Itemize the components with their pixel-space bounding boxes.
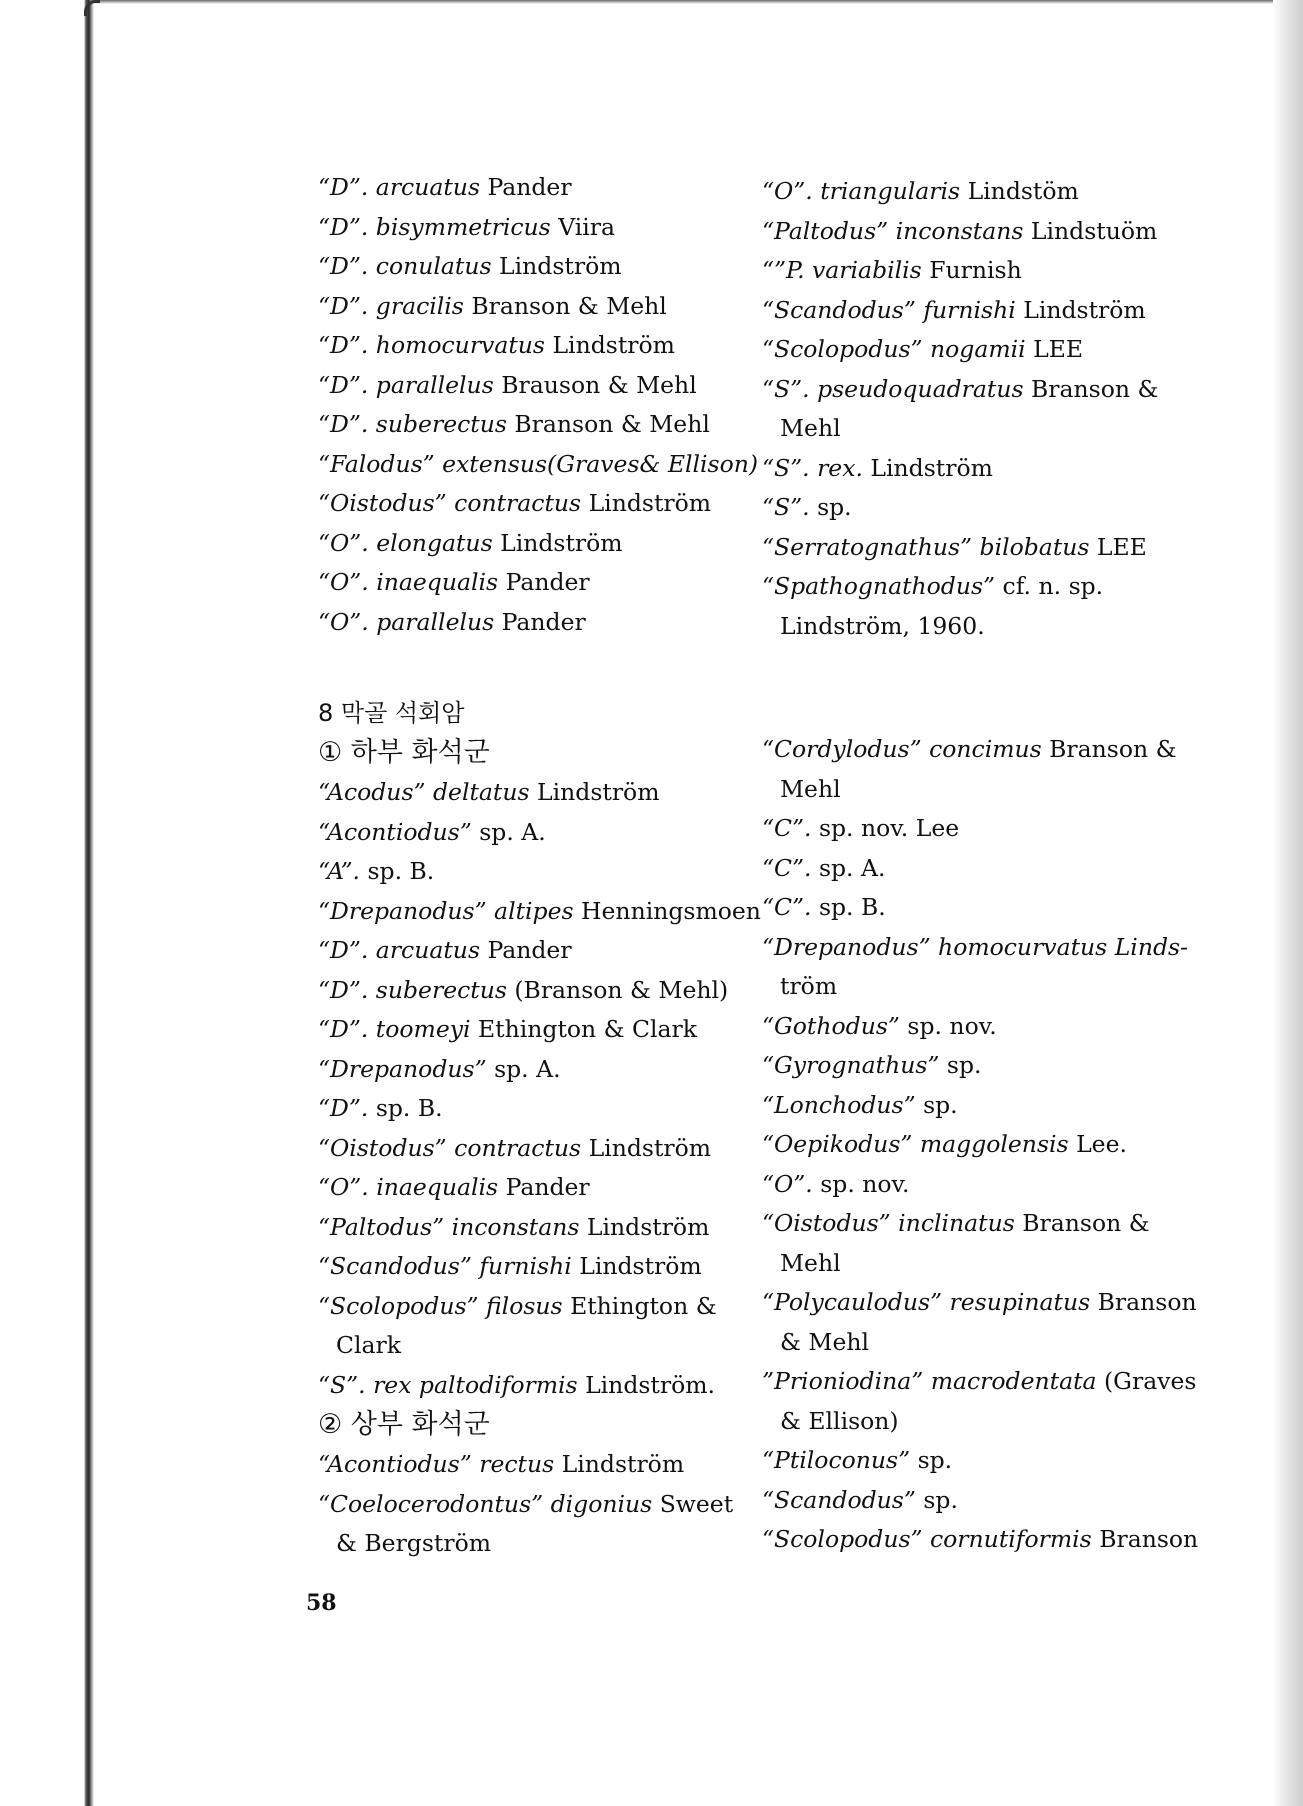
species-entry: “”P. variabilis Furnish [762,256,1022,284]
species-entry: “Oistodus” contractus Lindström [318,489,712,517]
block2-right-column [762,730,1199,1560]
species-entry: “Scandodus” sp. [762,1485,958,1514]
page-right-shadow [1273,0,1303,1806]
species-entry: “Polycaulodus” resupinatus Branson [762,1288,1197,1316]
species-entry: “Drepanodus” homocurvatus Linds- [762,932,1188,961]
page-top-edge [90,0,1303,4]
species-entry: “D”. toomeyi Ethington & Clark [318,1015,698,1043]
species-entry: “D”. homocurvatus Lindström [318,331,675,359]
species-entry: & Ellison) [780,1406,899,1435]
block1-right-column [762,172,1162,646]
species-entry: tröm [780,972,838,1000]
species-entry: “Drepanodus” altipes Henningsmoen [318,896,761,925]
species-entry: “O”. sp. nov. [762,1169,910,1198]
species-entry: “D”. bisymmetricus Viira [318,212,616,241]
species-entry: “Oistodus” inclinatus Branson & [762,1209,1150,1237]
species-entry: Clark [336,1331,401,1359]
species-entry: “D”. gracilis Branson & Mehl [318,291,667,320]
species-entry: “Drepanodus” sp. A. [318,1054,561,1083]
species-entry: “O”. triangularis Lindstöm [762,177,1079,205]
species-entry: “S”. rex paltodiformis Lindström. [318,1370,716,1399]
species-entry: “Spathognathodus” cf. n. sp. [762,572,1104,600]
species-list [318,168,759,642]
species-entry: “D”. arcuatus Pander [318,173,572,201]
species-entry: & Mehl [780,1327,870,1356]
species-entry: “Acodus” deltatus Lindström [318,778,660,806]
species-entry: “D”. conulatus Lindström [318,252,622,280]
species-entry: “D”. sp. B. [318,1094,443,1122]
species-list [762,730,1199,1560]
species-entry: & Bergström [336,1529,492,1557]
species-entry: “C”. sp. A. [762,853,886,882]
species-list [318,1445,738,1564]
species-entry: Mehl [780,774,841,803]
species-entry: “A”. sp. B. [318,857,435,885]
species-entry: Mehl [780,414,841,442]
page-number: 58 [306,1590,337,1616]
species-entry: “Falodus” extensus(Graves& Ellison) [318,449,759,478]
species-entry: Mehl [780,1248,841,1277]
subheading-lower-fossil-group: ① 하부 화석군 [318,737,490,768]
species-entry: “Scandodus” furnishi Lindström [318,1252,702,1280]
block2-left-column [318,693,761,1564]
species-entry: “Oistodus” contractus Lindström [318,1133,712,1162]
section-heading: 8 막골 석회암 [318,699,465,727]
species-entry: “Oepikodus” maggolensis Lee. [762,1130,1127,1158]
species-entry: “O”. parallelus Pander [318,607,586,636]
species-entry: “S”. rex. Lindström [762,453,993,482]
species-entry: “D”. parallelus Brauson & Mehl [318,370,697,399]
species-entry: “Acontiodus” sp. A. [318,817,546,846]
species-entry: “D”. suberectus (Branson & Mehl) [318,975,729,1004]
species-entry: ”Prioniodina” macrodentata (Graves [762,1367,1197,1395]
block1-left-column [318,168,759,642]
species-entry: “Scolopodus” cornutiformis Branson [762,1525,1199,1553]
species-entry: “Ptiloconus” sp. [762,1446,953,1474]
species-entry: “C”. sp. nov. Lee [762,814,960,842]
species-entry: “S”. pseudoquadratus Branson & [762,374,1159,403]
species-entry: “Scolopodus” filosus Ethington & [318,1291,717,1320]
species-entry: “Serratognathus” bilobatus LEE [762,532,1147,561]
species-entry: “Acontiodus” rectus Lindström [318,1450,685,1478]
species-entry: “S”. sp. [762,493,852,521]
species-entry: “Cordylodus” concimus Branson & [762,735,1177,763]
subheading-upper-fossil-group: ② 상부 화석군 [318,1409,490,1440]
species-list [762,172,1162,646]
page-left-edge [0,0,94,1806]
species-entry: “Lonchodus” sp. [762,1090,958,1119]
species-entry: “Gothodus” sp. nov. [762,1011,997,1040]
species-entry: “O”. elongatus Lindström [318,528,623,557]
species-list [318,773,761,1405]
species-entry: Lindström, 1960. [780,611,985,640]
species-entry: “Gyrognathus” sp. [762,1051,982,1079]
species-entry: “O”. inaequalis Pander [318,568,590,596]
species-entry: “Scandodus” furnishi Lindström [762,295,1146,324]
species-entry: “Paltodus” inconstans Lindström [318,1212,710,1241]
species-entry: “Scolopodus” nogamii LEE [762,335,1084,363]
species-entry: “O”. inaequalis Pander [318,1173,590,1201]
species-entry: “D”. suberectus Branson & Mehl [318,410,710,438]
species-entry: “Coelocerodontus” digonius Sweet [318,1489,734,1518]
species-entry: “D”. arcuatus Pander [318,936,572,964]
species-entry: “Paltodus” inconstans Lindstuöm [762,216,1158,245]
species-entry: “C”. sp. B. [762,893,886,921]
